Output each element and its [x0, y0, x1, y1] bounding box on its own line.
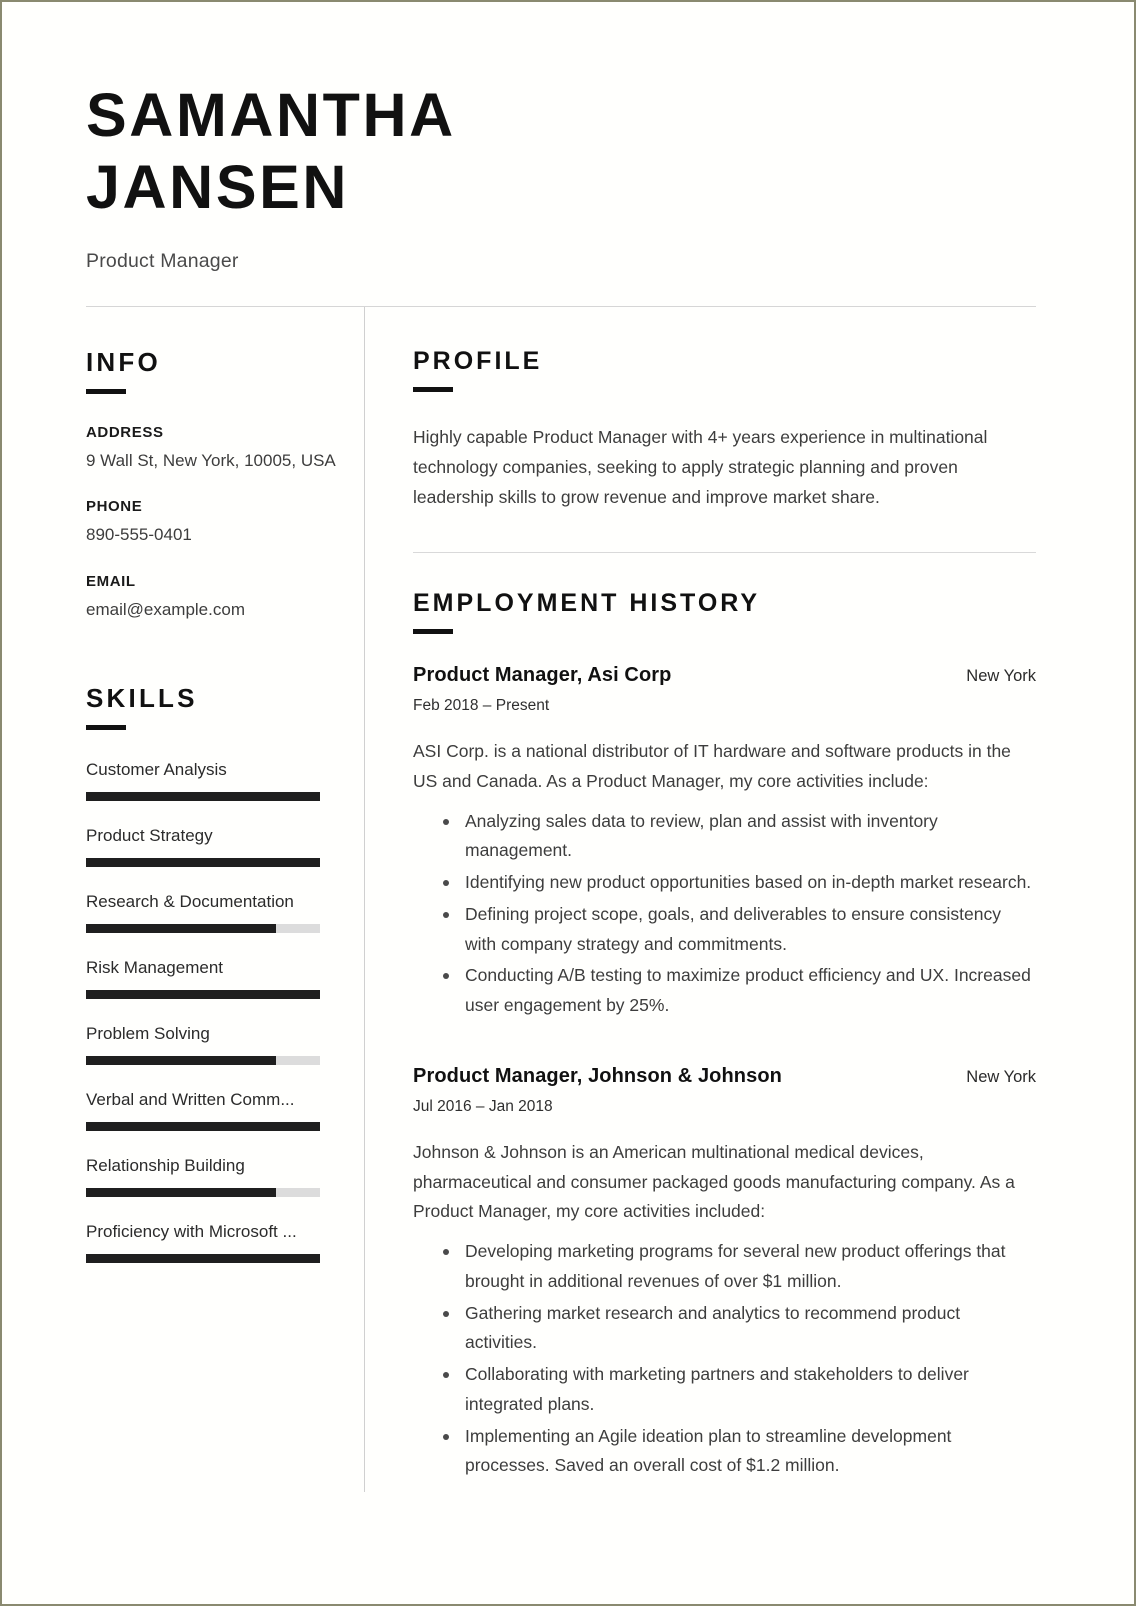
info-heading-underline	[86, 389, 126, 394]
employment-description: Johnson & Johnson is an American multinational medical devices, pharmaceutical and consumer packaged goods manufacturing company. As a Product Manager, my core activities included:	[413, 1141, 1015, 1222]
resume-body	[86, 307, 1036, 1495]
skill-level-track	[86, 1056, 320, 1065]
candidate-job-title: Product Manager	[86, 249, 239, 272]
employment-location: New York	[966, 667, 1036, 686]
resume-page	[2, 2, 1134, 1604]
employment-bullet: Analyzing sales data to review, plan and assist with inventory management.	[443, 807, 1036, 867]
skill-item	[86, 1222, 340, 1263]
employment-role: Product Manager, Johnson & Johnson	[413, 1064, 782, 1087]
candidate-name-line-2: JANSEN	[86, 152, 350, 221]
profile-divider	[413, 552, 1036, 553]
skill-label: Verbal and Written Comm...	[86, 1089, 295, 1109]
skill-label: Risk Management	[86, 957, 224, 977]
skill-level-fill	[86, 1254, 320, 1263]
employment-entry-header	[413, 1065, 1036, 1088]
employment-bullet-list	[413, 807, 1036, 1021]
employment-heading: EMPLOYMENT HISTORY	[413, 589, 761, 618]
skills-list	[86, 760, 340, 1263]
info-value-address: 9 Wall St, New York, 10005, USA	[86, 450, 336, 470]
employment-entry-header	[413, 664, 1036, 687]
candidate-name	[86, 80, 1036, 224]
employment-bullet: Gathering market research and analytics to recommend product activities.	[443, 1299, 1036, 1359]
skills-section	[86, 683, 340, 1263]
skills-heading: SKILLS	[86, 682, 198, 713]
skill-label: Proficiency with Microsoft ...	[86, 1221, 297, 1241]
info-label-phone: PHONE	[86, 498, 143, 516]
employment-bullet: Developing marketing programs for several new product offerings that brought in additional revenues of over $1 million.	[443, 1237, 1036, 1297]
skill-item	[86, 826, 340, 867]
main-column	[365, 307, 1036, 1495]
candidate-name-line-1: SAMANTHA	[86, 81, 456, 149]
employment-bullet: Defining project scope, goals, and deliverables to ensure consistency with company strategy and commitments.	[443, 900, 1036, 960]
profile-heading-underline	[413, 387, 453, 392]
info-item-address	[86, 424, 340, 474]
employment-heading-underline	[413, 629, 453, 634]
profile-section	[413, 347, 1036, 512]
info-item-phone	[86, 498, 340, 548]
employment-bullet: Identifying new product opportunities based on in-depth market research.	[443, 868, 1036, 898]
skill-level-fill	[86, 1056, 276, 1065]
profile-heading: PROFILE	[413, 346, 543, 375]
profile-text: Highly capable Product Manager with 4+ years experience in multinational technology companies, seeking to apply strategic planning and proven leadership skills to grow revenue and improve market share.	[413, 426, 988, 508]
skill-label: Problem Solving	[86, 1023, 210, 1043]
employment-dates: Feb 2018 – Present	[413, 697, 550, 715]
sidebar-column	[86, 307, 364, 1495]
employment-role: Product Manager, Asi Corp	[413, 664, 672, 687]
info-item-email	[86, 573, 340, 623]
skill-level-fill	[86, 990, 320, 999]
info-value-email: email@example.com	[86, 599, 245, 619]
skill-level-track	[86, 990, 320, 999]
employment-entry-spacer	[413, 1035, 1036, 1065]
employment-list	[413, 664, 1036, 1481]
employment-bullet-list	[413, 1237, 1036, 1481]
skill-item	[86, 1090, 340, 1131]
skill-level-track	[86, 858, 320, 867]
info-section	[86, 347, 340, 623]
skill-label: Customer Analysis	[86, 759, 227, 779]
skill-level-fill	[86, 1122, 320, 1131]
employment-entry	[413, 664, 1036, 1021]
skill-level-track	[86, 1122, 320, 1131]
skill-level-fill	[86, 858, 320, 867]
skill-level-fill	[86, 924, 276, 933]
employment-dates: Jul 2016 – Jan 2018	[413, 1097, 553, 1115]
skill-item	[86, 1156, 340, 1197]
skill-label: Relationship Building	[86, 1155, 245, 1175]
skill-label: Research & Documentation	[86, 891, 294, 911]
info-heading: INFO	[86, 346, 161, 377]
skill-level-track	[86, 1254, 320, 1263]
employment-description: ASI Corp. is a national distributor of IT hardware and software products in the US and Canada. As a Product Manager, my core activities include:	[413, 741, 1011, 791]
skill-item	[86, 892, 340, 933]
skill-item	[86, 760, 340, 801]
skill-level-track	[86, 924, 320, 933]
info-label-address: ADDRESS	[86, 423, 164, 441]
skill-item	[86, 1024, 340, 1065]
employment-bullet: Collaborating with marketing partners and stakeholders to deliver integrated plans.	[443, 1360, 1036, 1420]
skill-level-track	[86, 792, 320, 801]
employment-bullet: Conducting A/B testing to maximize product efficiency and UX. Increased user engagement by 25%.	[443, 961, 1036, 1021]
resume-header	[86, 80, 1036, 273]
employment-bullet: Implementing an Agile ideation plan to streamline development processes. Saved an overall cost of $1.2 million.	[443, 1422, 1036, 1482]
info-label-email: EMAIL	[86, 572, 136, 590]
employment-location: New York	[966, 1067, 1036, 1086]
skill-label: Product Strategy	[86, 825, 213, 845]
skill-item	[86, 958, 340, 999]
skill-level-fill	[86, 1188, 276, 1197]
info-value-phone: 890-555-0401	[86, 525, 192, 545]
employment-entry	[413, 1065, 1036, 1481]
skills-heading-underline	[86, 725, 126, 730]
skill-level-track	[86, 1188, 320, 1197]
employment-section	[413, 589, 1036, 1481]
skill-level-fill	[86, 792, 320, 801]
